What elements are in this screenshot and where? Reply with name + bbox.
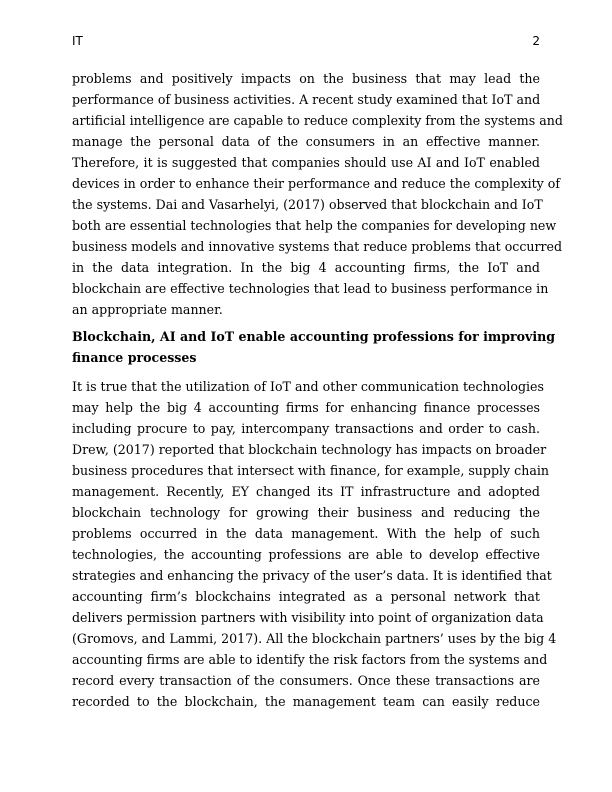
text-line: business procedures that intersect with finance, for example, supply chain <box>72 463 549 478</box>
text-line: an appropriate manner. <box>72 302 223 317</box>
text-line: artificial intelligence are capable to reduce complexity from the systems and <box>72 113 563 128</box>
page-number: 2 <box>532 34 540 48</box>
text-line: technologies, the accounting professions are able to develop effective <box>72 547 540 562</box>
text-line: problems occurred in the data management. With the help of such <box>72 526 540 541</box>
heading-line: Blockchain, AI and IoT enable accounting professions for improving <box>72 329 556 344</box>
text-line: may help the big 4 accounting firms for enhancing finance processes <box>72 400 540 415</box>
text-line: including procure to pay, intercompany transactions and order to cash. <box>72 421 540 436</box>
text-line: business models and innovative systems that reduce problems that occurred <box>72 239 563 254</box>
text-line: strategies and enhancing the privacy of the user’s data. It is identified that <box>72 568 552 583</box>
text-line: manage the personal data of the consumers in an effective manner. <box>72 134 540 149</box>
text-line: It is true that the utilization of IoT and other communication technologies <box>72 379 544 394</box>
text-line: in the data integration. In the big 4 accounting firms, the IoT and <box>72 260 540 275</box>
text-line: recorded to the blockchain, the management team can easily reduce <box>72 694 540 709</box>
document-body <box>72 68 563 712</box>
text-line: blockchain are effective technologies that lead to business performance in <box>72 281 549 296</box>
text-line: management. Recently, EY changed its IT infrastructure and adopted <box>72 484 540 499</box>
text-line: devices in order to enhance their performance and reduce the complexity of <box>72 176 561 191</box>
text-line: accounting firms are able to identify the risk factors from the systems and <box>72 652 548 667</box>
text-line: blockchain technology for growing their business and reducing the <box>72 505 540 520</box>
paragraph-1 <box>72 68 563 320</box>
text-line: problems and positively impacts on the business that may lead the <box>72 71 540 86</box>
page-header <box>72 34 540 50</box>
section-heading <box>72 326 556 368</box>
text-line: performance of business activities. A recent study examined that IoT and <box>72 92 541 107</box>
header-title: IT <box>72 34 83 48</box>
text-line: delivers permission partners with visibility into point of organization data <box>72 610 544 625</box>
text-line: Drew, (2017) reported that blockchain technology has impacts on broader <box>72 442 547 457</box>
text-line: Therefore, it is suggested that companies should use AI and IoT enabled <box>72 155 540 170</box>
text-line: (Gromovs, and Lammi, 2017). All the blockchain partners’ uses by the big 4 <box>72 631 557 646</box>
text-line: the systems. Dai and Vasarhelyi, (2017) observed that blockchain and IoT <box>72 197 543 212</box>
heading-line: finance processes <box>72 350 197 365</box>
text-line: both are essential technologies that help the companies for developing new <box>72 218 557 233</box>
text-line: accounting firm’s blockchains integrated as a personal network that <box>72 589 540 604</box>
text-line: record every transaction of the consumers. Once these transactions are <box>72 673 540 688</box>
paragraph-2 <box>72 376 557 712</box>
